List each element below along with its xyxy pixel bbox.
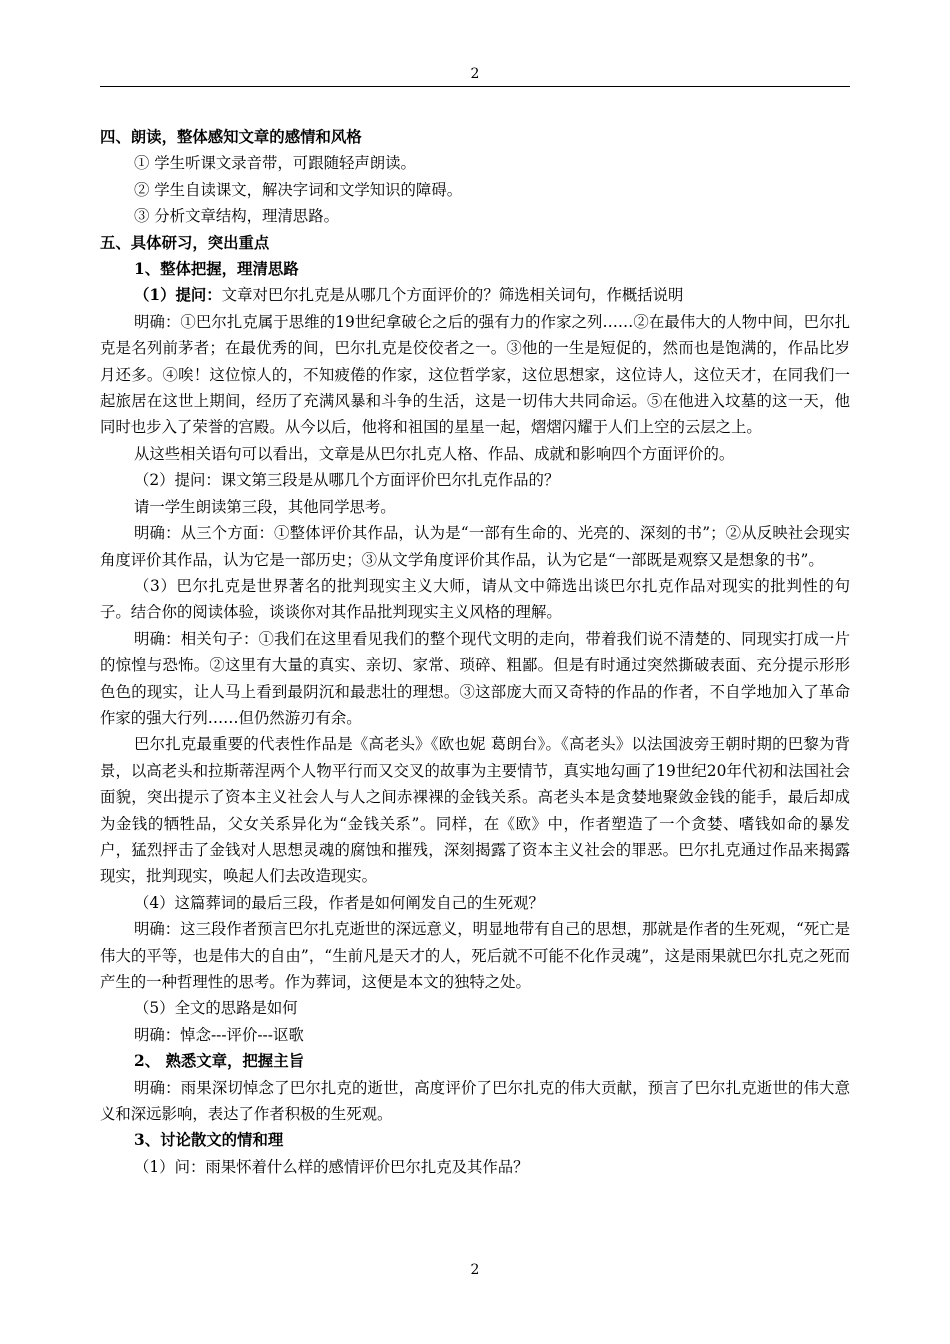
question-6: （1）问：雨果怀着什么样的感情评价巴尔扎克及其作品？: [134, 1157, 529, 1176]
question-label: （1）提问：: [134, 286, 222, 305]
question-5: （5）全文的思路是如何: [134, 999, 298, 1018]
answer-paragraph: 明确：从三个方面：①整体评价其作品，认为是“一部有生命的、光亮的、深刻的书”；②从反映社会现实角度评价其作品，认为它是一部历史；③从文学角度评价其作品，认为它是“一部既是观察又是想象的书”。: [100, 524, 850, 569]
list-item: ① 学生听课文录音带，可跟随轻声朗读。: [134, 154, 416, 173]
instruction-text: 请一学生朗读第三段，其他同学思考。: [134, 497, 396, 516]
answer-paragraph: 明确：这三段作者预言巴尔扎克逝世的深远意义，明显地带有自己的思想，那就是作者的生死观，“死亡是伟大的平等，也是伟大的自由”，“生前凡是天才的人，死后就不可能不化作灵魂”，这是雨果就巴尔扎克之死而产生的一种哲理性的思考。作为葬词，这便是本文的独特之处。: [100, 920, 850, 991]
subheading-3: 3、讨论散文的情和理: [134, 1131, 284, 1150]
subheading-2: 2、 熟悉文章，把握主旨: [134, 1052, 304, 1071]
header-rule: [100, 86, 850, 87]
question-1: [100, 282, 850, 308]
section-heading-5: 五、具体研习，突出重点: [100, 233, 270, 252]
section-heading-4: 四、朗读，整体感知文章的感情和风格: [100, 128, 362, 146]
list-item: ③ 分析文章结构，理清思路。: [134, 207, 339, 226]
question-text: 文章对巴尔扎克是从哪几个方面评价的？筛选相关词句，作概括说明: [221, 286, 684, 305]
subheading-1: 1、整体把握，理清思路: [134, 260, 299, 279]
answer-paragraph: 明确：相关句子：①我们在这里看见我们的整个现代文明的走向，带着我们说不清楚的、同现实打成一片的惊惶与恐怖。②这里有大量的真实、亲切、家常、琐碎、粗鄙。但是有时通过突然撕破表面、充分提示形形色色的现实，让人马上看到最阴沉和最悲壮的理想。③这部庞大而又奇特的作品的作者，不自学地加入了革命作家的强大行列……但仍然游刃有余。: [100, 629, 850, 727]
header-page-number: 2: [470, 66, 480, 82]
question-4: （4）这篇葬词的最后三段，作者是如何阐发自己的生死观？: [134, 893, 544, 912]
document-body: [100, 124, 850, 1180]
answer-paragraph: 明确：①巴尔扎克属于思维的19世纪拿破仑之后的强有力的作家之列……②在最伟大的人物中间，巴尔扎克是名列前茅者；在最优秀的间，巴尔扎克是佼佼者之一。③他的一生是短促的，然而也是饱满的，作品比岁月还多。④唉！这位惊人的，不知疲倦的作家，这位哲学家，这位思想家，这位诗人，这位天才，在同我们一起旅居在这世上期间，经历了充满风暴和斗争的生活，这是一切伟大共同命运。⑤在他进入坟墓的这一天，他同时也步入了荣誉的宫殿。从今以后，他将和祖国的星星一起，熠熠闪耀于人们上空的云层之上。: [100, 312, 850, 437]
answer-paragraph: 巴尔扎克最重要的代表性作品是《高老头》《欧也妮 葛朗台》。《高老头》以法国波旁王朝时期的巴黎为背景，以高老头和拉斯蒂涅两个人物平行而又交叉的故事为主要情节，真实地勾画了19世纪20年代初和法国社会面貌，突出提示了资本主义社会人与人之间赤裸裸的金钱关系。高老头本是贪婪地聚敛金钱的能手，最后却成为金钱的牺牲品，父女关系异化为“金钱关系”。同样，在《欧》中，作者塑造了一个贪婪、嗜钱如命的暴发户，猛烈抨击了金钱对人思想灵魂的腐蚀和摧残，深刻揭露了资本主义社会的罪恶。巴尔扎克通过作品来揭露现实，批判现实，唤起人们去改造现实。: [100, 735, 850, 886]
list-item: ② 学生自读课文，解决字词和文学知识的障碍。: [134, 180, 463, 199]
answer-paragraph: 明确：雨果深切悼念了巴尔扎克的逝世，高度评价了巴尔扎克的伟大贡献，预言了巴尔扎克逝世的伟大意义和深远影响，表达了作者积极的生死观。: [100, 1078, 850, 1124]
question-3: （3）巴尔扎克是世界著名的批判现实主义大师，请从文中筛选出谈巴尔扎克作品对现实的批判性的句子。结合你的阅读体验，谈谈你对其作品批判现实主义风格的理解。: [100, 576, 850, 622]
answer-summary: 从这些相关语句可以看出，文章是从巴尔扎克人格、作品、成就和影响四个方面评价的。: [134, 444, 735, 463]
answer-paragraph: 明确：悼念---评价---讴歌: [134, 1025, 304, 1044]
question-2: （2）提问：课文第三段是从哪几个方面评价巴尔扎克作品的？: [134, 471, 560, 490]
footer-page-number: 2: [470, 1262, 480, 1278]
